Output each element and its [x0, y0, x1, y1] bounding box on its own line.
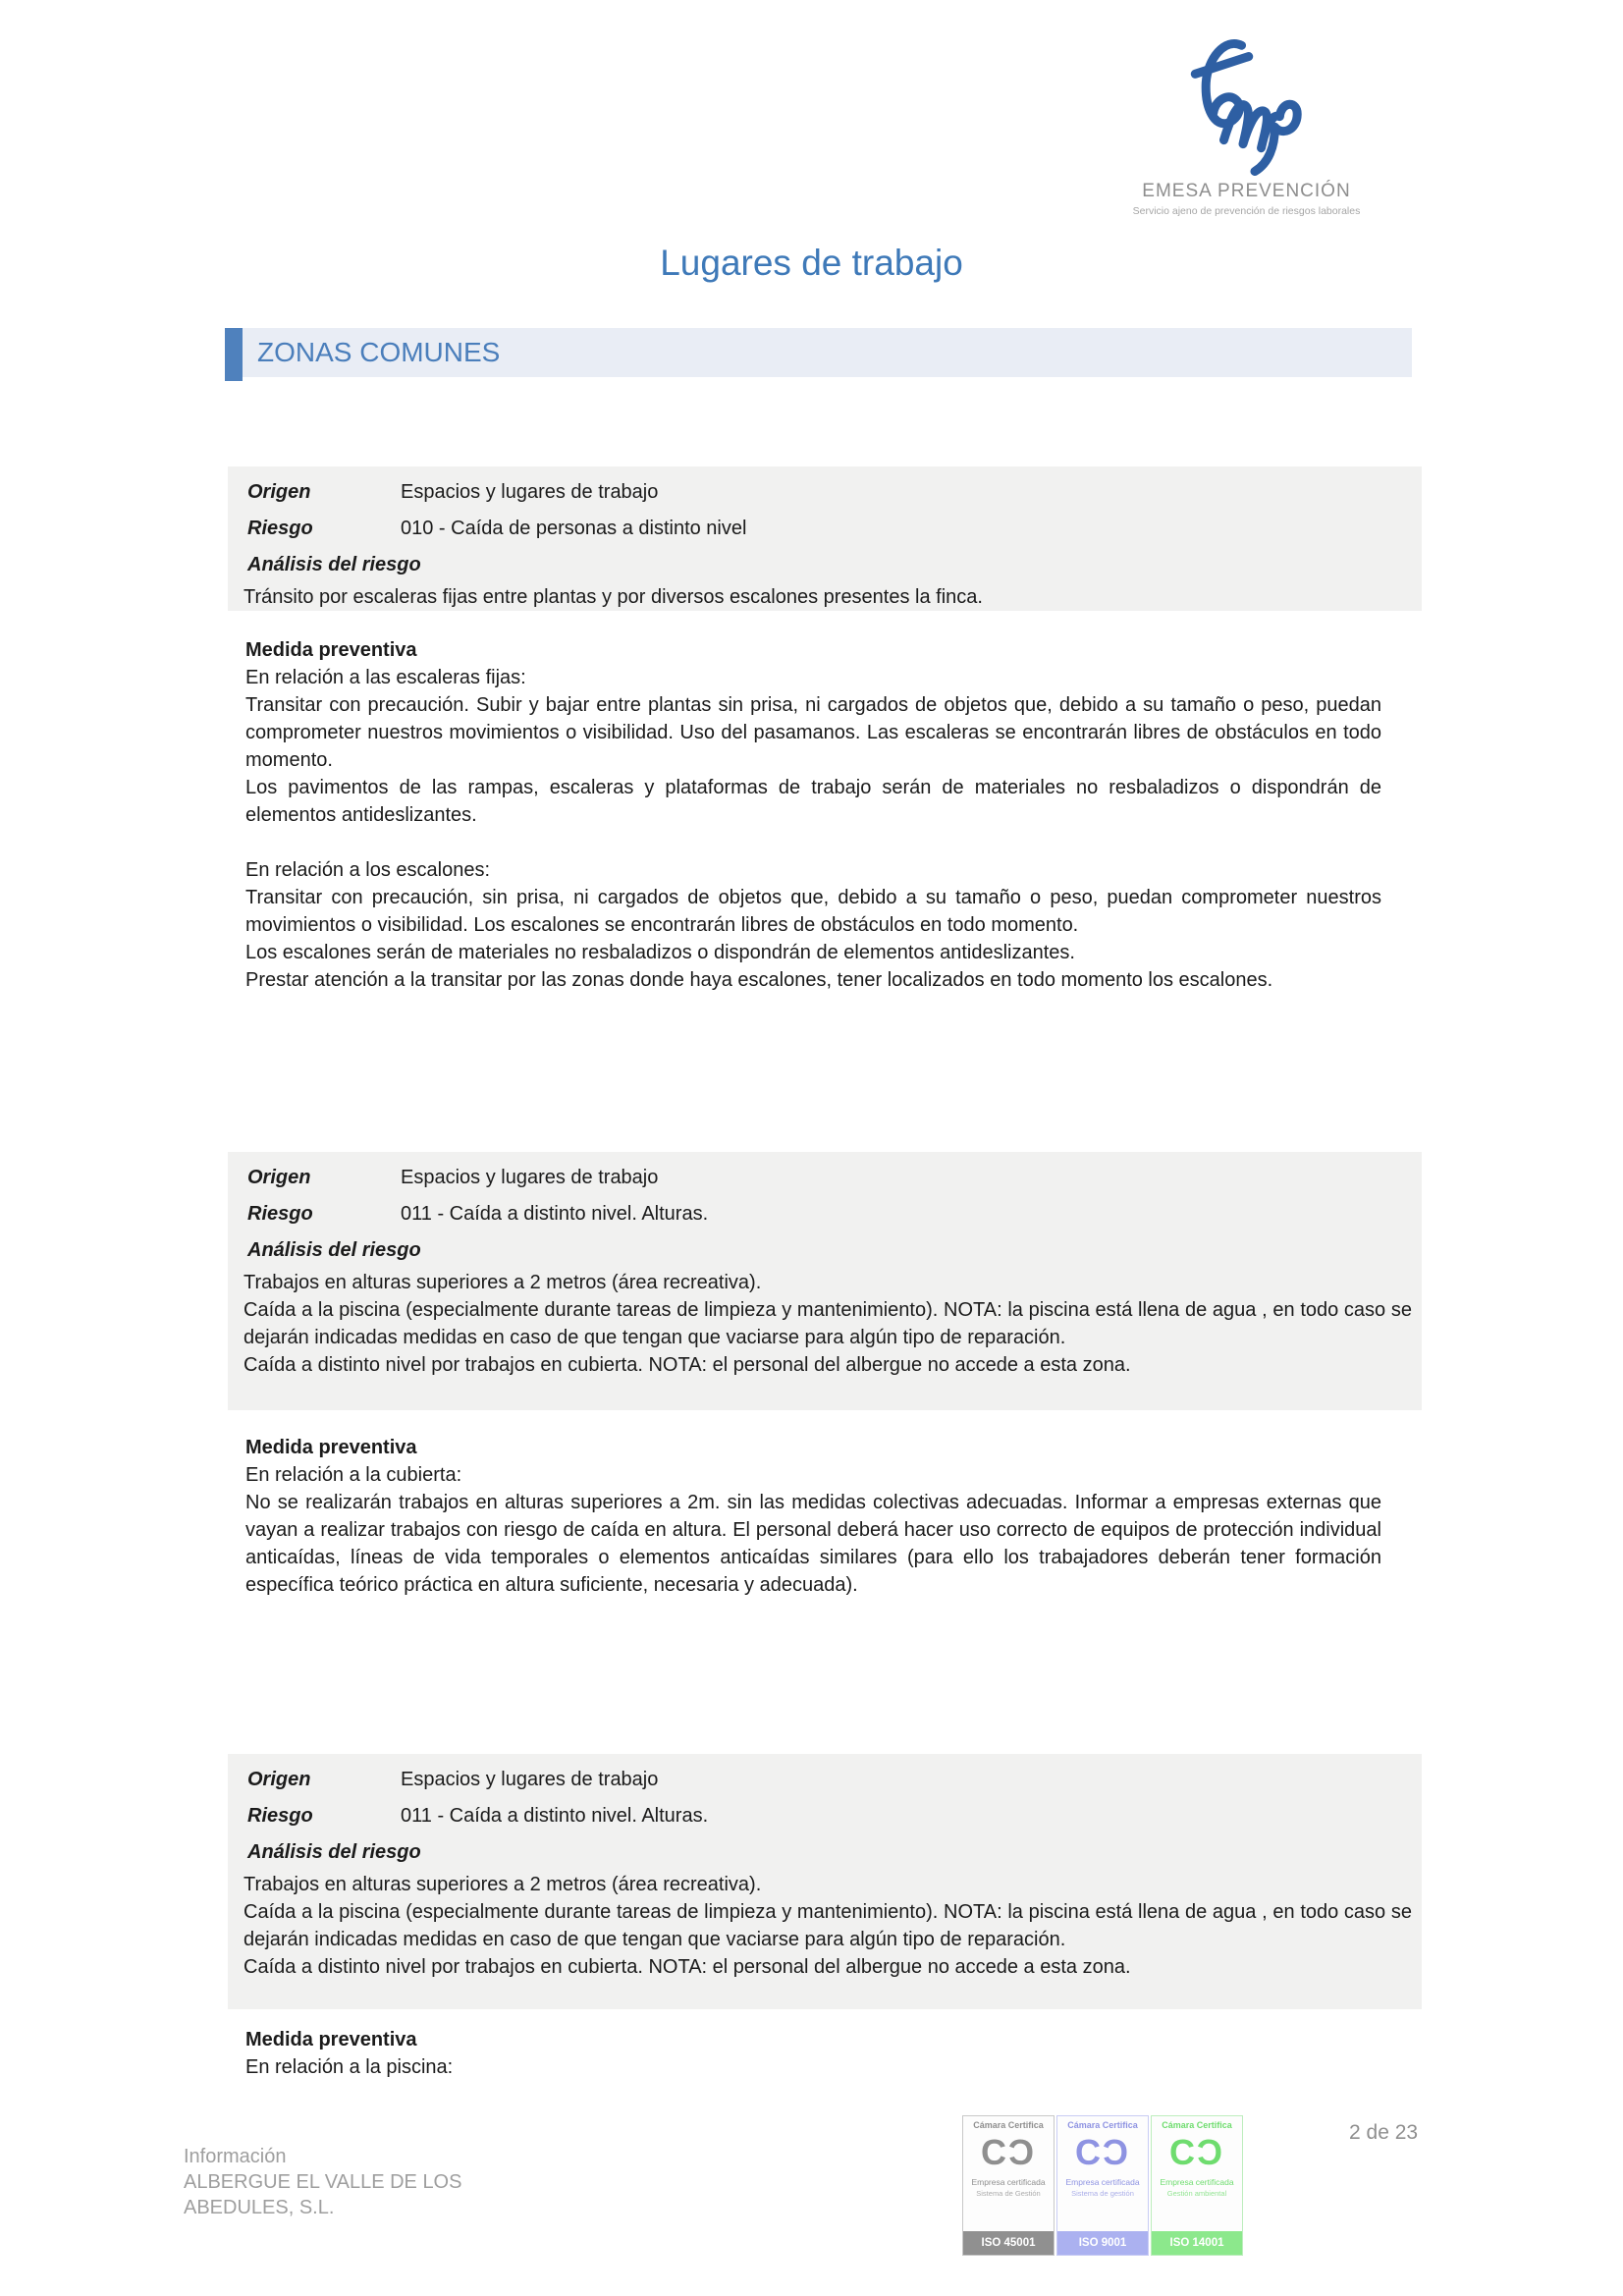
analysis-paragraph: Tránsito por escaleras fijas entre plantas y por diversos escalones presentes la finca. [243, 586, 983, 608]
preventive-measure-3 [245, 2026, 1381, 2081]
analisis-label: Análisis del riesgo [247, 554, 421, 575]
logo-company-name: EMESA PREVENCIÓN [1142, 181, 1351, 201]
badge-iso-label: ISO 9001 [1057, 2231, 1148, 2255]
section-label: ZONAS COMUNES [257, 337, 501, 367]
riesgo-value: 011 - Caída a distinto nivel. Alturas. [401, 1203, 709, 1225]
footer-info [184, 2144, 461, 2220]
analysis-paragraph: Trabajos en alturas superiores a 2 metros (área recreativa). [243, 1874, 762, 1895]
analisis-row [243, 547, 1412, 583]
origen-row [243, 1762, 1412, 1798]
badge-line: Empresa certificada [1160, 2177, 1234, 2187]
riesgo-value: 011 - Caída a distinto nivel. Alturas. [401, 1805, 709, 1827]
analisis-row [243, 1232, 1412, 1269]
measure-paragraph [245, 829, 1381, 856]
logo-monogram-icon [1182, 27, 1312, 177]
section-accent-bar [225, 328, 243, 381]
badge-header: Cámara Certifica [973, 2120, 1044, 2130]
riesgo-label: Riesgo [247, 1203, 313, 1225]
risk-table-3 [228, 1754, 1422, 2009]
logo-tagline: Servicio ajeno de prevención de riesgos laborales [1132, 205, 1361, 217]
badge-iso-label: ISO 14001 [1152, 2231, 1242, 2255]
measure-paragraph: Prestar atención a la transitar por las zonas donde haya escalones, tener localizados en todo momento los escalones. [245, 969, 1273, 991]
analisis-row [243, 1834, 1412, 1871]
analysis-paragraph: Caída a distinto nivel por trabajos en cubierta. NOTA: el personal del albergue no accede a esta zona. [243, 1354, 1131, 1376]
footer-company-name: ALBERGUE EL VALLE DE LOS [184, 2171, 462, 2193]
riesgo-row [243, 511, 1412, 547]
measure-paragraph: Los escalones serán de materiales no resbaladizos o dispondrán de elementos antideslizantes. [245, 942, 1075, 963]
preventive-measure-2 [245, 1434, 1381, 1599]
section-header [225, 328, 1412, 377]
analisis-label: Análisis del riesgo [247, 1841, 421, 1863]
origen-value: Espacios y lugares de trabajo [401, 1769, 659, 1790]
analisis-label: Análisis del riesgo [247, 1239, 421, 1261]
origen-label: Origen [247, 481, 311, 503]
measure-paragraph: Los pavimentos de las rampas, escaleras y plataformas de trabajo serán de materiales no resbaladizos o dispondrán de elementos antideslizantes. [245, 777, 1381, 826]
measure-paragraph: En relación a la piscina: [245, 2056, 454, 2078]
origen-value: Espacios y lugares de trabajo [401, 481, 659, 503]
camara-certifica-logo-icon: CƆ [981, 2132, 1036, 2172]
badge-iso-label: ISO 45001 [963, 2231, 1054, 2255]
badge-header: Cámara Certifica [1162, 2120, 1232, 2130]
badge-header: Cámara Certifica [1067, 2120, 1138, 2130]
footer-info-label: Información [184, 2146, 287, 2167]
origen-row [243, 474, 1412, 511]
riesgo-row [243, 1196, 1412, 1232]
measure-paragraph: No se realizarán trabajos en alturas superiores a 2m. sin las medidas colectivas adecuadas. Informar a empresas externas que vayan a realizar trabajos con riesgo de caída en altura. El personal deberá hacer uso correcto de equipos de protección individual anticaídas, líneas de vida temporales o elementos anticaídas similares (para ello los trabajadores deberán tener formación específica teórico práctica en altura suficiente, necesaria y adecuada). [245, 1492, 1381, 1596]
riesgo-label: Riesgo [247, 1805, 313, 1827]
badge-line: Sistema de gestión [1071, 2189, 1134, 2198]
measure-paragraph: Transitar con precaución. Subir y bajar entre plantas sin prisa, ni cargados de objetos que, debido a su tamaño o peso, puedan comprometer nuestros movimientos o visibilidad. Uso del pasamanos. Las escaleras se encontrarán libres de obstáculos en todo momento. [245, 694, 1381, 771]
badge-line: Empresa certificada [1065, 2177, 1140, 2187]
badge-line: Gestión ambiental [1166, 2189, 1227, 2198]
analysis-paragraph: Caída a la piscina (especialmente durante tareas de limpieza y mantenimiento). NOTA: la piscina está llena de agua , en todo caso se dejarán indicadas medidas en caso de que tengan que vaciarse para algún tipo de reparación. [243, 1299, 1412, 1348]
camara-certifica-logo-icon: CƆ [1169, 2132, 1224, 2172]
riesgo-label: Riesgo [247, 518, 313, 539]
origen-value: Espacios y lugares de trabajo [401, 1167, 659, 1188]
camara-certifica-logo-icon: CƆ [1075, 2132, 1130, 2172]
risk-table-1 [228, 466, 1422, 611]
measure-title: Medida preventiva [245, 639, 417, 661]
cert-badge-iso45001 [962, 2115, 1055, 2256]
analysis-paragraph: Caída a distinto nivel por trabajos en cubierta. NOTA: el personal del albergue no accede a esta zona. [243, 1956, 1131, 1978]
measure-paragraph: En relación a la cubierta: [245, 1464, 462, 1486]
origen-label: Origen [247, 1769, 311, 1790]
footer-company-name: ABEDULES, S.L. [184, 2197, 335, 2218]
origen-label: Origen [247, 1167, 311, 1188]
risk-table-2 [228, 1152, 1422, 1410]
origen-row [243, 1160, 1412, 1196]
badge-line: Sistema de Gestión [976, 2189, 1041, 2198]
page-number: 2 de 23 [1349, 2121, 1419, 2144]
analysis-paragraph: Trabajos en alturas superiores a 2 metros (área recreativa). [243, 1272, 762, 1293]
measure-paragraph: En relación a las escaleras fijas: [245, 667, 526, 688]
measure-title: Medida preventiva [245, 1437, 417, 1458]
certification-badges [962, 2115, 1243, 2256]
badge-line: Empresa certificada [971, 2177, 1046, 2187]
measure-paragraph: En relación a los escalones: [245, 859, 491, 881]
preventive-measure-1 [245, 636, 1381, 994]
riesgo-row [243, 1798, 1412, 1834]
company-logo [1107, 27, 1386, 217]
cert-badge-iso9001 [1056, 2115, 1149, 2256]
measure-title: Medida preventiva [245, 2029, 417, 2050]
measure-paragraph: Transitar con precaución, sin prisa, ni cargados de objetos que, debido a su tamaño o peso, puedan comprometer nuestros movimientos o visibilidad. Los escalones se encontrarán libres de obstáculos en todo momento. [245, 887, 1381, 936]
analysis-paragraph: Caída a la piscina (especialmente durante tareas de limpieza y mantenimiento). NOTA: la piscina está llena de agua , en todo caso se dejarán indicadas medidas en caso de que tengan que vaciarse para algún tipo de reparación. [243, 1901, 1412, 1950]
page-title: Lugares de trabajo [660, 243, 963, 283]
riesgo-value: 010 - Caída de personas a distinto nivel [401, 518, 747, 539]
cert-badge-iso14001 [1151, 2115, 1243, 2256]
